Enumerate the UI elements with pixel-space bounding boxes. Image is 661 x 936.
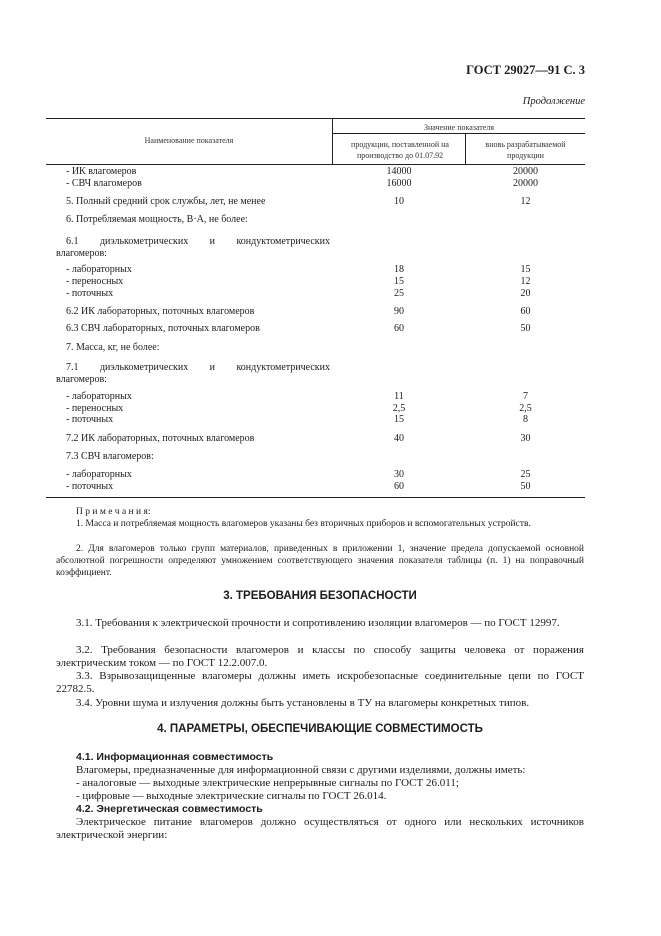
table-row: - поточных 60 50: [66, 481, 531, 492]
bullet-analog: - аналоговые — выходные электрические непрерывные сигналы по ГОСТ 26.011;: [76, 777, 459, 789]
section-3-p2: 3.2. Требования безопасности влагомеров и классы по способу защиты человека от поражения электрическим током — по ГОСТ 12.2.007.0.: [56, 644, 584, 669]
section-3-p1: 3.1. Требования к электрической прочности и сопротивлению изоляции влагомеров — по ГОСТ 12997.: [76, 617, 560, 629]
section-3-p4: 3.4. Уровни шума и излучения должны быть установлены в ТУ на влагомеры конкретных типов.: [76, 697, 530, 709]
table-header-rule: [46, 164, 585, 165]
subsection-4-2-text: Электрическое питание влагомеров должно осуществляться от одного или нескольких источников электрической энергии:: [56, 816, 584, 841]
table-row: 7.3 СВЧ влагомеров:: [66, 451, 154, 462]
table-row: 5. Полный средний срок службы, лет, не менее 10 12: [66, 196, 531, 207]
table-row: - ИК влагомеров 14000 20000: [66, 166, 538, 177]
table-row: - лабораторных 18 15: [66, 264, 531, 275]
notes-title: П р и м е ч а н и я:: [76, 507, 151, 517]
column-header-sub1: продукции, поставленной на производство до 01.07.92: [351, 140, 449, 160]
subsection-4-2-title: 4.2. Энергетическая совместимость: [76, 803, 263, 815]
table-row: 7. Масса, кг, не более:: [66, 342, 160, 353]
table-row: - лабораторных 30 25: [66, 469, 531, 480]
table-row: - переносных 2,5 2,5: [66, 403, 532, 414]
table-item-7-1-line2: влагомеров:: [56, 374, 107, 385]
table-row: 6.2 ИК лабораторных, поточных влагомеров 90 60: [66, 306, 531, 317]
column-header-sub2: вновь разрабатываемой продукции: [485, 140, 566, 160]
note-1: 1. Масса и потребляемая мощность влагомеров указаны без вторичных приборов и вспомогательных устройств.: [76, 519, 531, 529]
subsection-4-1-text: Влагомеры, предназначенные для информационной связи с другими изделиями, должны иметь:: [76, 764, 526, 776]
continuation-label: Продолжение: [522, 96, 585, 107]
table-row: 7.2 ИК лабораторных, поточных влагомеров 40 30: [66, 433, 531, 444]
table-item-6-1-line2: влагомеров:: [56, 248, 107, 259]
section-3-title: 3. ТРЕБОВАНИЯ БЕЗОПАСНОСТИ: [223, 590, 417, 602]
column-header-value: Значение показателя: [423, 123, 495, 132]
column-header-name: Наименование показателя: [144, 136, 234, 145]
table-row: - поточных 15 8: [66, 414, 528, 425]
table-divider-sub: [465, 133, 466, 165]
bullet-digital: - цифровые — выходные электрические сигналы по ГОСТ 26.014.: [76, 790, 387, 802]
table-row: - поточных 25 20: [66, 288, 531, 299]
table-row: - лабораторных 11 7: [66, 391, 528, 402]
note-2: 2. Для влагомеров только групп материалов, приведенных в приложении 1, значение предела допускаемой основной абсолютной погрешности определяют умножением соответствующего значения показателя таблицы (п. 1) на поправочный коэффициент.: [56, 544, 584, 578]
table-row: - переносных 15 12: [66, 276, 531, 287]
table-row: 6. Потребляемая мощность, В·А, не более:: [66, 214, 248, 225]
table-item-7-1-line1: 7.1 диэлькометрических и кондуктометрических: [66, 362, 330, 373]
table-bottom-rule: [46, 497, 585, 498]
table-subheader-rule: [332, 133, 585, 134]
page-header: ГОСТ 29027—91 С. 3: [466, 63, 585, 77]
table-top-rule: [46, 118, 585, 119]
table-row: 6.3 СВЧ лабораторных, поточных влагомеров 60 50: [66, 323, 531, 334]
section-3-p3: 3.3. Взрывозащищенные влагомеры должны иметь искробезопасные соединительные цепи по ГОСТ 22782.5.: [56, 670, 584, 695]
section-4-title: 4. ПАРАМЕТРЫ, ОБЕСПЕЧИВАЮЩИЕ СОВМЕСТИМОСТЬ: [157, 723, 483, 735]
table-item-6-1-line1: 6.1 диэлькометрических и кондуктометрических: [66, 236, 330, 247]
subsection-4-1-title: 4.1. Информационная совместимость: [76, 751, 274, 763]
table-row: - СВЧ влагомеров 16000 20000: [66, 178, 538, 189]
